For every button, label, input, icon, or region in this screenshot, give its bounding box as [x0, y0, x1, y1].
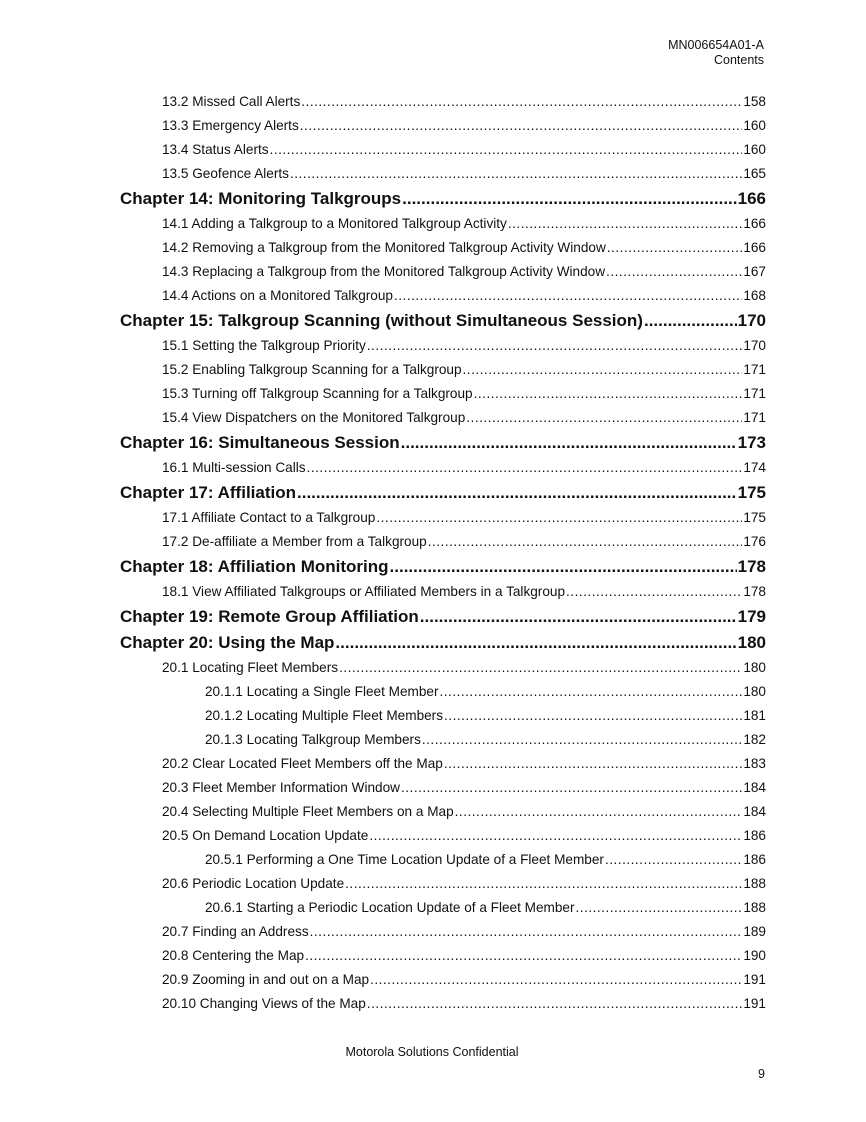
- toc-entry-page: 166: [743, 240, 766, 255]
- page-header: [668, 38, 764, 68]
- document-id: MN006654A01-A: [668, 38, 764, 52]
- toc-entry-title: 20.3 Fleet Member Information Window: [162, 780, 400, 795]
- dot-leader: [607, 236, 743, 260]
- toc-entry-page: 175: [743, 510, 766, 525]
- toc-entry-page: 183: [743, 756, 766, 771]
- toc-section-entry[interactable]: [0, 896, 866, 920]
- dot-leader: [345, 872, 742, 896]
- toc-entry-title: Chapter 20: Using the Map: [120, 633, 335, 652]
- dot-leader: [367, 334, 743, 358]
- toc-entry-title: Chapter 18: Affiliation Monitoring: [120, 557, 389, 576]
- toc-section-entry[interactable]: [0, 944, 866, 968]
- dot-leader: [463, 358, 743, 382]
- toc-entry-page: 180: [743, 684, 766, 699]
- toc-entry-title: 20.2 Clear Located Fleet Members off the Map: [162, 756, 443, 771]
- toc-entry-title: 20.6.1 Starting a Periodic Location Update of a Fleet Member: [205, 900, 575, 915]
- toc-entry-page: 184: [743, 804, 766, 819]
- toc-entry-page: 190: [743, 948, 766, 963]
- toc-section-entry[interactable]: [0, 358, 866, 382]
- dot-leader: [606, 260, 742, 284]
- toc-entry-title: 13.2 Missed Call Alerts: [162, 94, 301, 109]
- toc-entry-title: 15.3 Turning off Talkgroup Scanning for a Talkgroup: [162, 386, 473, 401]
- toc-section-entry[interactable]: [0, 406, 866, 430]
- toc-entry-page: 160: [743, 118, 766, 133]
- toc-entry-title: 20.8 Centering the Map: [162, 948, 305, 963]
- toc-entry-page: 191: [743, 972, 766, 987]
- toc-section-entry[interactable]: [0, 968, 866, 992]
- toc-entry-title: 17.2 De-affiliate a Member from a Talkgroup: [162, 534, 427, 549]
- toc-section-entry[interactable]: [0, 506, 866, 530]
- toc-entry-title: 13.4 Status Alerts: [162, 142, 269, 157]
- toc-section-entry[interactable]: [0, 90, 866, 114]
- toc-chapter-entry[interactable]: [0, 186, 866, 212]
- toc-entry-page: 179: [737, 607, 766, 626]
- toc-entry-title: 15.2 Enabling Talkgroup Scanning for a Talkgroup: [162, 362, 462, 377]
- toc-entry-page: 173: [737, 433, 766, 452]
- toc-entry-title: 15.4 View Dispatchers on the Monitored Talkgroup: [162, 410, 466, 425]
- toc-entry-page: 188: [743, 900, 766, 915]
- dot-leader: [370, 968, 742, 992]
- dot-leader: [474, 382, 743, 406]
- toc-entry-title: 14.2 Removing a Talkgroup from the Monitored Talkgroup Activity Window: [162, 240, 606, 255]
- toc-section-entry[interactable]: [0, 260, 866, 284]
- dot-leader: [390, 554, 737, 580]
- toc-entry-page: 158: [743, 94, 766, 109]
- toc-entry-page: 168: [743, 288, 766, 303]
- toc-section-entry[interactable]: [0, 138, 866, 162]
- toc-section-entry[interactable]: [0, 656, 866, 680]
- toc-section-entry[interactable]: [0, 704, 866, 728]
- toc-chapter-entry[interactable]: [0, 430, 866, 456]
- dot-leader: [290, 162, 742, 186]
- toc-section-entry[interactable]: [0, 848, 866, 872]
- toc-entry-title: Chapter 17: Affiliation: [120, 483, 296, 502]
- toc-entry-page: 178: [743, 584, 766, 599]
- toc-entry-page: 188: [743, 876, 766, 891]
- toc-entry-page: 181: [743, 708, 766, 723]
- toc-entry-title: 20.6 Periodic Location Update: [162, 876, 345, 891]
- toc-entry-page: 176: [743, 534, 766, 549]
- toc-entry-page: 180: [737, 633, 766, 652]
- toc-entry-page: 186: [743, 828, 766, 843]
- toc-section-entry[interactable]: [0, 284, 866, 308]
- toc-chapter-entry[interactable]: [0, 604, 866, 630]
- toc-chapter-entry[interactable]: [0, 630, 866, 656]
- dot-leader: [401, 776, 742, 800]
- toc-entry-page: 184: [743, 780, 766, 795]
- toc-entry-page: 174: [743, 460, 766, 475]
- dot-leader: [401, 430, 737, 456]
- dot-leader: [455, 800, 743, 824]
- toc-section-entry[interactable]: [0, 920, 866, 944]
- dot-leader: [310, 920, 743, 944]
- toc-section-entry[interactable]: [0, 824, 866, 848]
- dot-leader: [566, 580, 742, 604]
- toc-entry-title: Chapter 14: Monitoring Talkgroups: [120, 189, 402, 208]
- toc-section-entry[interactable]: [0, 800, 866, 824]
- dot-leader: [402, 186, 736, 212]
- dot-leader: [440, 680, 743, 704]
- toc-entry-page: 171: [743, 410, 766, 425]
- dot-leader: [422, 728, 742, 752]
- toc-entry-title: 20.5 On Demand Location Update: [162, 828, 369, 843]
- toc-section-entry[interactable]: [0, 212, 866, 236]
- toc-entry-page: 186: [743, 852, 766, 867]
- toc-entry-title: 20.9 Zooming in and out on a Map: [162, 972, 370, 987]
- toc-entry-title: 17.1 Affiliate Contact to a Talkgroup: [162, 510, 376, 525]
- dot-leader: [297, 480, 737, 506]
- toc-entry-title: 20.1.3 Locating Talkgroup Members: [205, 732, 421, 747]
- section-name: Contents: [713, 53, 764, 67]
- toc-section-entry[interactable]: [0, 680, 866, 704]
- toc-section-entry[interactable]: [0, 992, 866, 1016]
- toc-chapter-entry[interactable]: [0, 480, 866, 506]
- dot-leader: [301, 90, 742, 114]
- dot-leader: [508, 212, 742, 236]
- toc-entry-title: 20.7 Finding an Address: [162, 924, 309, 939]
- dot-leader: [394, 284, 742, 308]
- dot-leader: [307, 456, 743, 480]
- toc-section-entry[interactable]: [0, 530, 866, 554]
- dot-leader: [369, 824, 742, 848]
- toc-entry-page: 171: [743, 386, 766, 401]
- dot-leader: [335, 630, 736, 656]
- dot-leader: [428, 530, 743, 554]
- toc-entry-page: 191: [743, 996, 766, 1011]
- toc-section-entry[interactable]: [0, 382, 866, 406]
- toc-entry-page: 189: [743, 924, 766, 939]
- toc-entry-title: 20.10 Changing Views of the Map: [162, 996, 366, 1011]
- toc-entry-page: 166: [743, 216, 766, 231]
- toc-entry-page: 170: [737, 311, 766, 330]
- toc-entry-title: 18.1 View Affiliated Talkgroups or Affiliated Members in a Talkgroup: [162, 584, 566, 599]
- dot-leader: [444, 704, 742, 728]
- dot-leader: [270, 138, 743, 162]
- toc-entry-page: 180: [743, 660, 766, 675]
- table-of-contents: [0, 90, 866, 1016]
- dot-leader: [300, 114, 743, 138]
- toc-entry-page: 182: [743, 732, 766, 747]
- toc-entry-title: 14.1 Adding a Talkgroup to a Monitored Talkgroup Activity: [162, 216, 507, 231]
- toc-entry-page: 166: [737, 189, 766, 208]
- toc-entry-title: 16.1 Multi-session Calls: [162, 460, 306, 475]
- toc-entry-title: 20.4 Selecting Multiple Fleet Members on a Map: [162, 804, 454, 819]
- toc-entry-page: 171: [743, 362, 766, 377]
- toc-entry-title: Chapter 15: Talkgroup Scanning (without Simultaneous Session): [120, 311, 643, 330]
- toc-section-entry[interactable]: [0, 334, 866, 358]
- toc-chapter-entry[interactable]: [0, 554, 866, 580]
- toc-entry-title: 20.1 Locating Fleet Members: [162, 660, 339, 675]
- dot-leader: [339, 656, 742, 680]
- dot-leader: [605, 848, 742, 872]
- dot-leader: [466, 406, 742, 430]
- toc-entry-title: 20.1.2 Locating Multiple Fleet Members: [205, 708, 444, 723]
- toc-section-entry[interactable]: [0, 872, 866, 896]
- toc-entry-page: 178: [737, 557, 766, 576]
- toc-entry-title: Chapter 16: Simultaneous Session: [120, 433, 400, 452]
- dot-leader: [376, 506, 742, 530]
- toc-section-entry[interactable]: [0, 114, 866, 138]
- toc-entry-page: 160: [743, 142, 766, 157]
- dot-leader: [576, 896, 743, 920]
- toc-entry-page: 170: [743, 338, 766, 353]
- toc-section-entry[interactable]: [0, 776, 866, 800]
- toc-section-entry[interactable]: [0, 752, 866, 776]
- toc-entry-title: 20.5.1 Performing a One Time Location Update of a Fleet Member: [205, 852, 604, 867]
- dot-leader: [444, 752, 742, 776]
- toc-entry-title: 20.1.1 Locating a Single Fleet Member: [205, 684, 439, 699]
- toc-entry-title: 13.3 Emergency Alerts: [162, 118, 299, 133]
- toc-entry-title: 14.4 Actions on a Monitored Talkgroup: [162, 288, 393, 303]
- toc-section-entry[interactable]: [0, 456, 866, 480]
- toc-entry-title: Chapter 19: Remote Group Affiliation: [120, 607, 419, 626]
- toc-entry-page: 165: [743, 166, 766, 181]
- toc-section-entry[interactable]: [0, 728, 866, 752]
- toc-entry-page: 175: [737, 483, 766, 502]
- confidential-footer: Motorola Solutions Confidential: [345, 1045, 519, 1059]
- dot-leader: [420, 604, 737, 630]
- dot-leader: [644, 308, 737, 334]
- dot-leader: [367, 992, 743, 1016]
- toc-section-entry[interactable]: [0, 580, 866, 604]
- dot-leader: [305, 944, 742, 968]
- toc-entry-title: 13.5 Geofence Alerts: [162, 166, 289, 181]
- toc-section-entry[interactable]: [0, 162, 866, 186]
- toc-section-entry[interactable]: [0, 236, 866, 260]
- toc-entry-title: 15.1 Setting the Talkgroup Priority: [162, 338, 366, 353]
- page-number: 9: [758, 1067, 765, 1081]
- toc-entry-title: 14.3 Replacing a Talkgroup from the Monitored Talkgroup Activity Window: [162, 264, 606, 279]
- toc-entry-page: 167: [743, 264, 766, 279]
- toc-chapter-entry[interactable]: [0, 308, 866, 334]
